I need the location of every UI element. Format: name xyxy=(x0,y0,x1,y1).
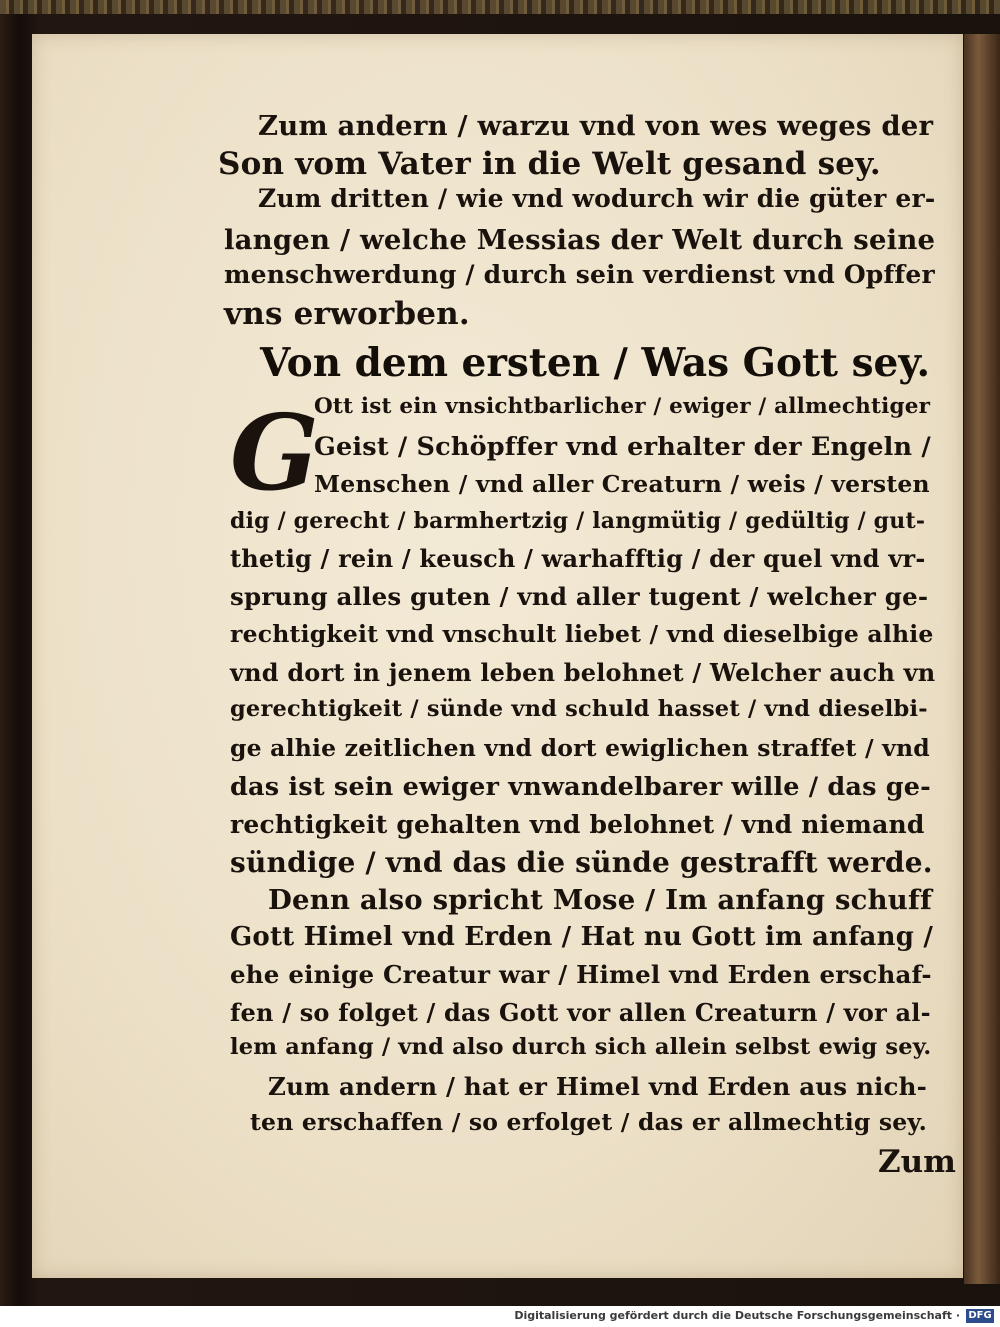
text-line: vnd dort in jenem leben belohnet / Welcher auch vn xyxy=(230,658,936,687)
decorated-initial: G xyxy=(230,391,319,514)
text-line: menschwerdung / durch sein verdienst vnd Opffer xyxy=(224,260,935,289)
book-top-edge xyxy=(0,0,1000,14)
text-line: Zum andern / hat er Himel vnd Erden aus nich- xyxy=(268,1072,928,1101)
text-line: fen / so folget / das Gott vor allen Creaturn / vor al- xyxy=(230,998,931,1027)
text-line: rechtigkeit vnd vnschult liebet / vnd dieselbige alhie xyxy=(230,620,934,648)
text-line: thetig / rein / keusch / warhafftig / der quel vnd vr- xyxy=(230,544,926,573)
text-line: Zum andern / warzu vnd von wes weges der xyxy=(258,110,934,142)
dfg-logo: DFG xyxy=(966,1309,994,1323)
text-line: ge alhie zeitlichen vnd dort ewiglichen straffet / vnd xyxy=(230,734,930,762)
text-line: vns erworben. xyxy=(224,296,470,332)
funding-credit: Digitalisierung gefördert durch die Deutsche Forschungsgemeinschaft · xyxy=(514,1309,960,1322)
text-line: langen / welche Messias der Welt durch seine xyxy=(224,224,936,256)
page-text xyxy=(32,34,963,1278)
text-line: das ist sein ewiger vnwandelbarer wille / das ge- xyxy=(230,772,931,802)
text-line: Gott Himel vnd Erden / Hat nu Gott im anfang / xyxy=(230,922,934,952)
text-line: Son vom Vater in die Welt gesand sey. xyxy=(218,146,881,182)
text-line: ehe einige Creatur war / Himel vnd Erden erschaf- xyxy=(230,960,932,989)
text-line: ten erschaffen / so erfolget / das er allmechtig sey. xyxy=(250,1108,927,1136)
text-line: dig / gerecht / barmhertzig / langmütig / gedültig / gut- xyxy=(230,508,926,534)
text-line: sprung alles guten / vnd aller tugent / welcher ge- xyxy=(230,582,929,611)
text-line: sündige / vnd das die sünde gestrafft werde. xyxy=(230,846,933,879)
text-line: Menschen / vnd aller Creaturn / weis / versten xyxy=(314,470,930,498)
text-line: lem anfang / vnd also durch sich allein selbst ewig sey. xyxy=(230,1034,932,1060)
text-line: Geist / Schöpffer vnd erhalter der Engeln / xyxy=(314,432,931,462)
text-line: Denn also spricht Mose / Im anfang schuff xyxy=(268,884,933,916)
digitization-footer xyxy=(0,1306,1000,1327)
text-line: Ott ist ein vnsichtbarlicher / ewiger / allmechtiger xyxy=(314,394,931,419)
section-heading: Von dem ersten / Was Gott sey. xyxy=(260,340,931,386)
text-line: rechtigkeit gehalten vnd belohnet / vnd niemand xyxy=(230,810,925,839)
book-page xyxy=(32,34,963,1278)
text-line: Zum dritten / wie vnd wodurch wir die güter er- xyxy=(258,184,936,213)
catchword: Zum xyxy=(878,1144,956,1180)
book-spine-edge xyxy=(964,34,1000,1284)
text-line: gerechtigkeit / sünde vnd schuld hasset / vnd dieselbi- xyxy=(230,696,928,722)
